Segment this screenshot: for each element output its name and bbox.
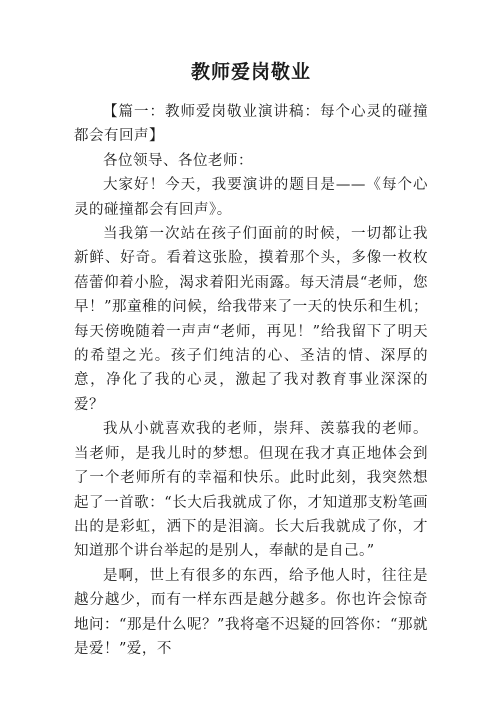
body-paragraph: 我从小就喜欢我的老师，崇拜、羡慕我的老师。当老师，是我儿时的梦想。但现在我才真正地体会到了一个老师所有的幸福和快乐。此时此刻，我突然想起了一首歌：“长大后我就成了你，才知道那支粉笔画出的是彩虹，洒下的是泪滴。长大后我就成了你，才知道那个讲台举起的是别人，奉献的是自己。” xyxy=(74,421,428,560)
heading-paragraph: 【篇一：教师爱岗敬业演讲稿：每个心灵的碰撞都会有回声】 xyxy=(74,104,428,145)
salutation-paragraph: 各位领导、各位老师： xyxy=(103,152,253,169)
greeting-paragraph: 大家好！今天，我要演讲的题目是——《每个心灵的碰撞都会有回声》。 xyxy=(74,177,428,218)
body-paragraph: 是啊，世上有很多的东西，给予他人时，往往是越分越少，而有一样东西是越分越多。你也许会惊奇地问：“那是什么呢？”我将毫不迟疑的回答你：“那就是爱！”爱，不 xyxy=(74,567,428,657)
document-title: 教师爱岗敬业 xyxy=(190,61,311,83)
body-paragraph: 当我第一次站在孩子们面前的时候，一切都让我新鲜、好奇。看着这张脸，摸着那个头，多像一枚枚蓓蕾仰着小脸，渴求着阳光雨露。每天清晨“老师，您早！”那童稚的问候，给我带来了一天的快乐和生机；每天傍晚随着一声声“老师，再见！”给我留下了明天的希望之光。孩子们纯洁的心、圣洁的情、深厚的意，净化了我的心灵，激起了我对教育事业深深的爱？ xyxy=(74,226,428,413)
